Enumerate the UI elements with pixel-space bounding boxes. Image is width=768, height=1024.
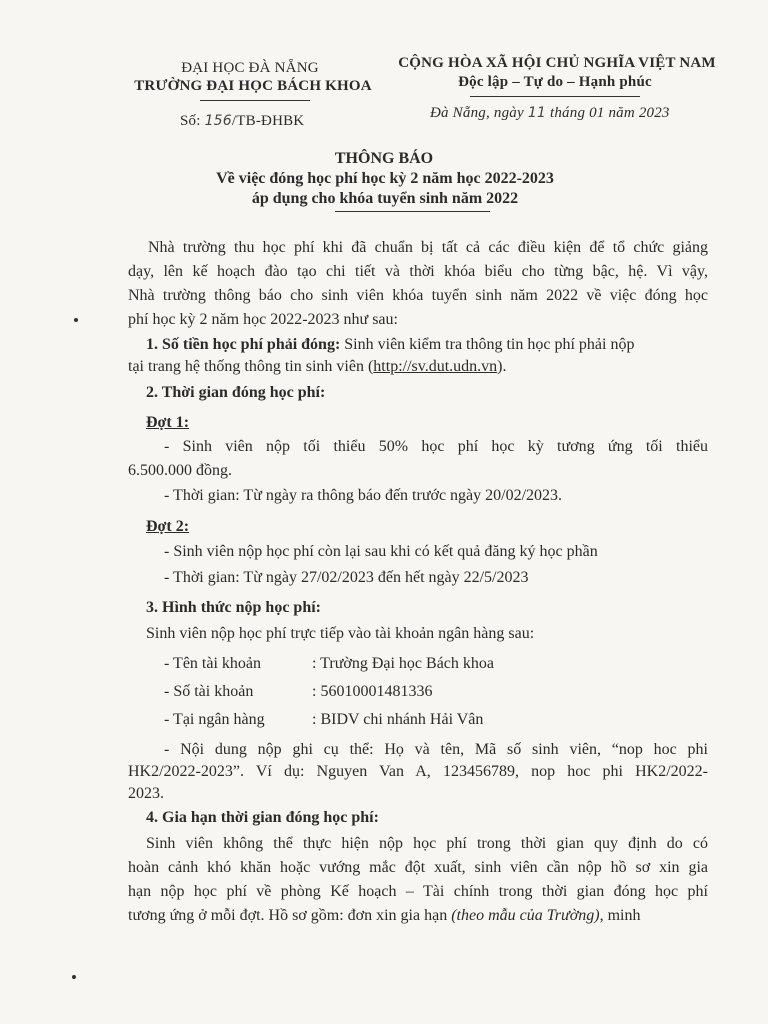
bank-value: : BIDV chi nhánh Hải Vân <box>312 711 484 728</box>
number-suffix: /TB-ĐHBK <box>231 113 305 129</box>
section-4-text-italic: (theo mẫu của Trường) <box>451 907 600 924</box>
phase-1-label: Đợt 1: <box>146 414 190 431</box>
section-4-text-a: tương ứng ở mỗi đợt. Hồ sơ gồm: đơn xin gia hạn <box>128 907 452 924</box>
country-name: CỘNG HÒA XÃ HỘI CHỦ NGHĨA VIỆT NAM <box>398 55 716 71</box>
number-prefix: Số: <box>180 113 201 129</box>
section-1-line-1 <box>146 333 634 357</box>
account-name-value: : Trường Đại học Bách khoa <box>312 655 495 672</box>
payment-content-line-2: HK2/2022-2023”. Ví dụ: Nguyen Van A, 123456789, nop hoc phi HK2/2022- <box>128 763 708 780</box>
section-4-line-1: Sinh viên không thể thực hiện nộp học phí trong thời gian quy định do có <box>146 835 708 852</box>
account-name-label: - Tên tài khoản <box>164 655 262 672</box>
section-4-line-4 <box>128 904 708 928</box>
date-suffix: tháng 01 năm 2023 <box>549 105 670 121</box>
account-number-label: - Số tài khoản <box>164 683 254 700</box>
section-4-line-2: hoàn cảnh khó khăn hoặc vướng mắc đột xuất, sinh viên cần nộp hồ sơ xin gia <box>128 859 708 876</box>
school-name: TRƯỜNG ĐẠI HỌC BÁCH KHOA <box>134 78 372 94</box>
notice-title: THÔNG BÁO <box>334 150 434 167</box>
scan-speck <box>74 318 78 322</box>
notice-subtitle-2: áp dụng cho khóa tuyển sinh năm 2022 <box>251 190 519 207</box>
document-number <box>180 113 304 130</box>
section-1-text-2: tại trang hệ thống thông tin sinh viên ( <box>128 358 374 375</box>
header-right-rule <box>470 96 640 97</box>
date-day-handwritten: 11 <box>527 105 547 121</box>
student-portal-link[interactable]: http://sv.dut.udn.vn <box>373 358 498 375</box>
account-name-row <box>164 652 494 676</box>
section-2-heading: 2. Thời gian đóng học phí: <box>146 384 326 401</box>
title-rule <box>335 211 490 212</box>
phase-1-bullet-1-line-2: 6.500.000 đồng. <box>128 462 232 479</box>
header-left-rule <box>200 100 310 101</box>
date-prefix: Đà Nẵng, ngày <box>430 105 524 121</box>
notice-subtitle-1: Về việc đóng học phí học kỳ 2 năm học 2022-2023 <box>216 170 554 187</box>
payment-content-line-1: - Nội dung nộp ghi cụ thể: Họ và tên, Mã số sinh viên, “nop hoc phi <box>164 741 708 758</box>
motto: Độc lập – Tự do – Hạnh phúc <box>458 74 652 90</box>
section-4-line-3: hạn nộp học phí về phòng Kế hoạch – Tài chính trong thời gian đóng học phí <box>128 883 708 900</box>
intro-line-4: phí học kỳ 2 năm học 2022-2023 như sau: <box>128 311 398 328</box>
scan-speck <box>72 975 76 979</box>
section-1-heading: 1. Số tiền học phí phải đóng: <box>146 336 341 353</box>
phase-2-bullet-1: - Sinh viên nộp học phí còn lại sau khi có kết quả đăng ký học phần <box>164 543 598 560</box>
phase-2-bullet-2: - Thời gian: Từ ngày 27/02/2023 đến hết ngày 22/5/2023 <box>164 569 529 586</box>
account-number-row <box>164 680 432 704</box>
phase-2-label: Đợt 2: <box>146 518 190 535</box>
bank-label: - Tại ngân hàng <box>164 711 265 728</box>
phase-1-bullet-2: - Thời gian: Từ ngày ra thông báo đến trước ngày 20/02/2023. <box>164 487 563 504</box>
section-3-intro: Sinh viên nộp học phí trực tiếp vào tài khoản ngân hàng sau: <box>146 625 535 642</box>
account-number-value: : 56010001481336 <box>312 683 433 700</box>
section-1-text: Sinh viên kiểm tra thông tin học phí phải nộp <box>340 336 635 353</box>
intro-line-3: Nhà trường thông báo cho sinh viên khóa tuyển sinh năm 2022 về việc đóng học <box>128 287 708 304</box>
number-handwritten: 156 <box>204 113 232 129</box>
phase-1-bullet-1-line-1: - Sinh viên nộp tối thiểu 50% học phí học kỳ tương ứng tối thiểu <box>164 438 708 455</box>
section-4-heading: 4. Gia hạn thời gian đóng học phí: <box>146 809 379 826</box>
university-name: ĐẠI HỌC ĐÀ NẴNG <box>181 60 319 76</box>
section-4-text-b: , minh <box>599 907 641 924</box>
section-1-line-2 <box>128 355 506 379</box>
payment-content-line-3: 2023. <box>128 785 164 802</box>
section-1-text-3: ). <box>497 358 507 375</box>
document-date <box>430 105 670 122</box>
intro-line-1: Nhà trường thu học phí khi đã chuẩn bị tất cả các điều kiện để tổ chức giảng <box>148 239 708 256</box>
section-3-heading: 3. Hình thức nộp học phí: <box>146 599 321 616</box>
bank-row <box>164 708 483 732</box>
intro-line-2: dạy, lên kế hoạch đào tạo chi tiết và thời khóa biểu cho từng bậc, hệ. Vì vậy, <box>128 263 708 280</box>
